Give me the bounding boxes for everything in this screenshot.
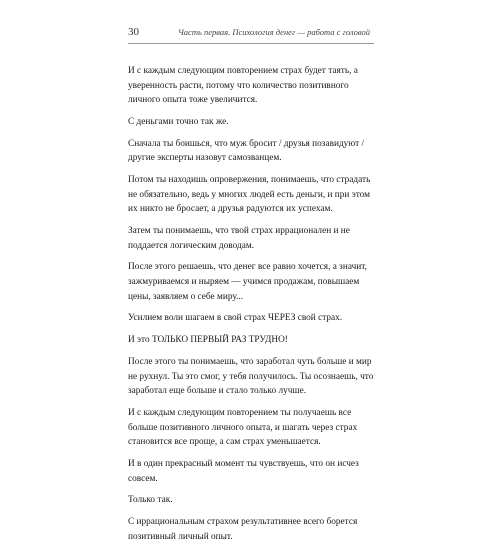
paragraph: И с каждым следующим повторением ты получаешь все больше позитивного личного опыта, и шагать через страх становится все проще, а сам страх уменьшается.: [128, 407, 358, 448]
page-body: [128, 64, 374, 551]
paragraph: Потом ты находишь опровержения, понимаешь, что страдать не обязательно, ведь у многих людей есть деньги, и при этом их никто не бросает, а друзья радуются их успехам.: [128, 175, 371, 215]
paragraph: Только так.: [128, 495, 173, 506]
paragraph: И в один прекрасный момент ты чувствуешь, что он исчез совсем.: [128, 458, 359, 484]
paragraph: После этого решаешь, что денег все равно хочется, а значит, зажмуриваемся и ныряем — учимся продажам, повышаем цены, заявляем о себе миру...: [128, 262, 367, 302]
paragraph: С иррациональным страхом результативнее всего борется позитивный личный опыт.: [128, 517, 358, 542]
page-number: 30: [128, 26, 139, 38]
paragraph: С деньгами точно так же.: [128, 116, 229, 127]
paragraph: И с каждым следующим повторением страх будет таять, а уверенность расти, потому что количество позитивного личного опыта тоже увеличится.: [128, 66, 358, 106]
paragraph: Сначала ты боишься, что муж бросит / друзья позавидуют / другие эксперты назовут самозванцем.: [128, 138, 365, 164]
paragraph: Затем ты понимаешь, что твой страх иррационален и не поддается логическим доводам.: [128, 226, 350, 251]
running-head: Часть первая. Психология денег — работа с головой: [177, 27, 370, 37]
header-divider: [128, 43, 374, 44]
paragraph: И это ТОЛЬКО ПЕРВЫЙ РАЗ ТРУДНО!: [128, 335, 288, 346]
paragraph: После этого ты понимаешь, что заработал чуть больше и мир не рухнул. Ты это смог, у тебя получилось. Ты осознаешь, что заработал еще больше и стало только лучше.: [128, 357, 374, 397]
paragraph: Усилием воли шагаем в свой страх ЧЕРЕЗ свой страх.: [128, 313, 343, 324]
